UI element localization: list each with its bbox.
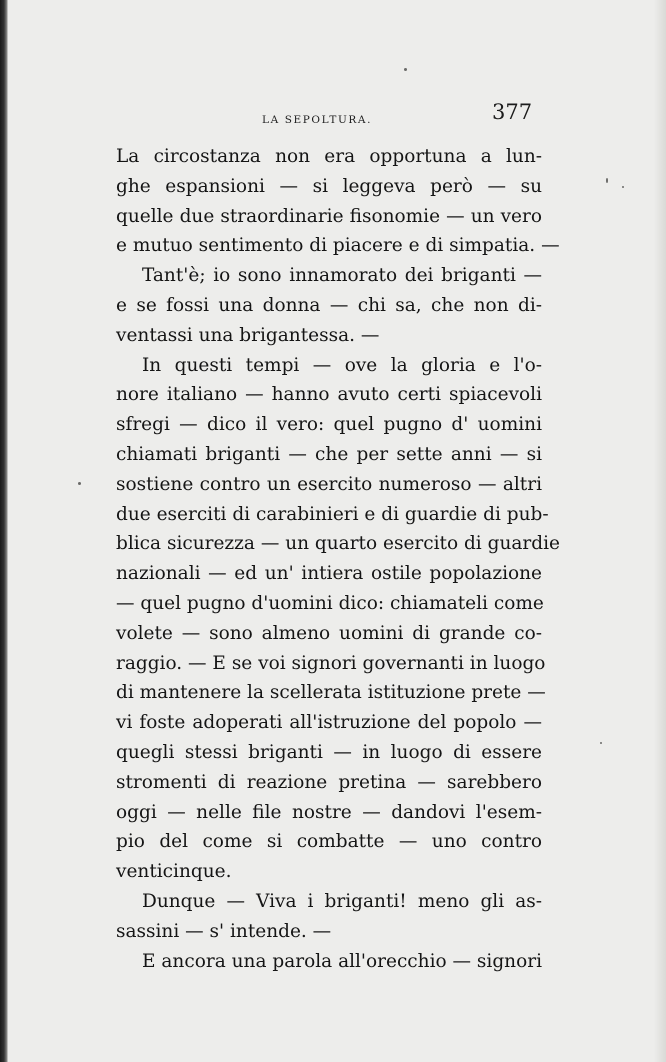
text-line: nazionali — ed un' intiera ostile popolazione [116, 563, 542, 585]
text-line: ghe espansioni — si leggeva però — su [116, 175, 542, 197]
text-line: blica sicurezza — un quarto esercito di guardie [116, 533, 560, 555]
text-line: quegli stessi briganti — in luogo di essere [116, 741, 542, 763]
page-binding-edge [0, 0, 8, 1062]
text-line: ventassi una brigantessa. — [116, 324, 380, 346]
text-line: In questi tempi — ove la gloria e l'o- [142, 354, 542, 376]
page-header [0, 100, 666, 130]
text-line: di mantenere la scellerata istituzione prete — [116, 682, 546, 704]
paper-speck [78, 482, 81, 485]
text-line: due eserciti di carabinieri e di guardie di pub- [116, 503, 549, 525]
paper-speck [404, 68, 407, 71]
text-line: sostiene contro un esercito numeroso — altri [116, 473, 542, 495]
text-line: La circostanza non era opportuna a lun- [116, 146, 542, 167]
paper-speck [606, 178, 608, 183]
page-number: 377 [492, 100, 533, 124]
text-line: e mutuo sentimento di piacere e di simpatia. — [116, 235, 560, 257]
text-line: — quel pugno d'uomini dico: chiamateli come [116, 592, 544, 614]
text-line: Dunque — Viva i briganti! meno gli as- [142, 890, 542, 912]
text-line: pio del come si combatte — uno contro [116, 831, 542, 853]
text-line: sassini — s' intende. — [116, 920, 332, 942]
text-line: E ancora una parola all'orecchio — signori [142, 950, 542, 972]
text-line: vi foste adoperati all'istruzione del popolo — [116, 712, 542, 734]
running-head: LA SEPOLTURA. [262, 114, 373, 126]
text-line: nore italiano — hanno avuto certi spiacevoli [116, 384, 542, 406]
text-line: e se fossi una donna — chi sa, che non di- [116, 294, 542, 316]
page-edge-shade [654, 0, 666, 1062]
text-line: sfregi — dico il vero: quel pugno d' uomini [116, 414, 542, 436]
text-line: venticinque. [116, 861, 232, 883]
paper-speck [622, 186, 624, 188]
body-text [116, 142, 560, 976]
paper-speck [600, 742, 602, 744]
text-line: quelle due straordinarie fisonomie — un vero [116, 205, 542, 227]
text-line: Tant'è; io sono innamorato dei briganti — [142, 265, 542, 287]
text-line: volete — sono almeno uomini di grande co- [116, 622, 542, 644]
text-line: raggio. — E se voi signori governanti in luogo [116, 652, 546, 674]
text-line: chiamati briganti — che per sette anni — si [116, 443, 542, 465]
text-line: oggi — nelle file nostre — dandovi l'esem- [116, 801, 542, 823]
text-line: stromenti di reazione pretina — sarebbero [116, 771, 542, 793]
